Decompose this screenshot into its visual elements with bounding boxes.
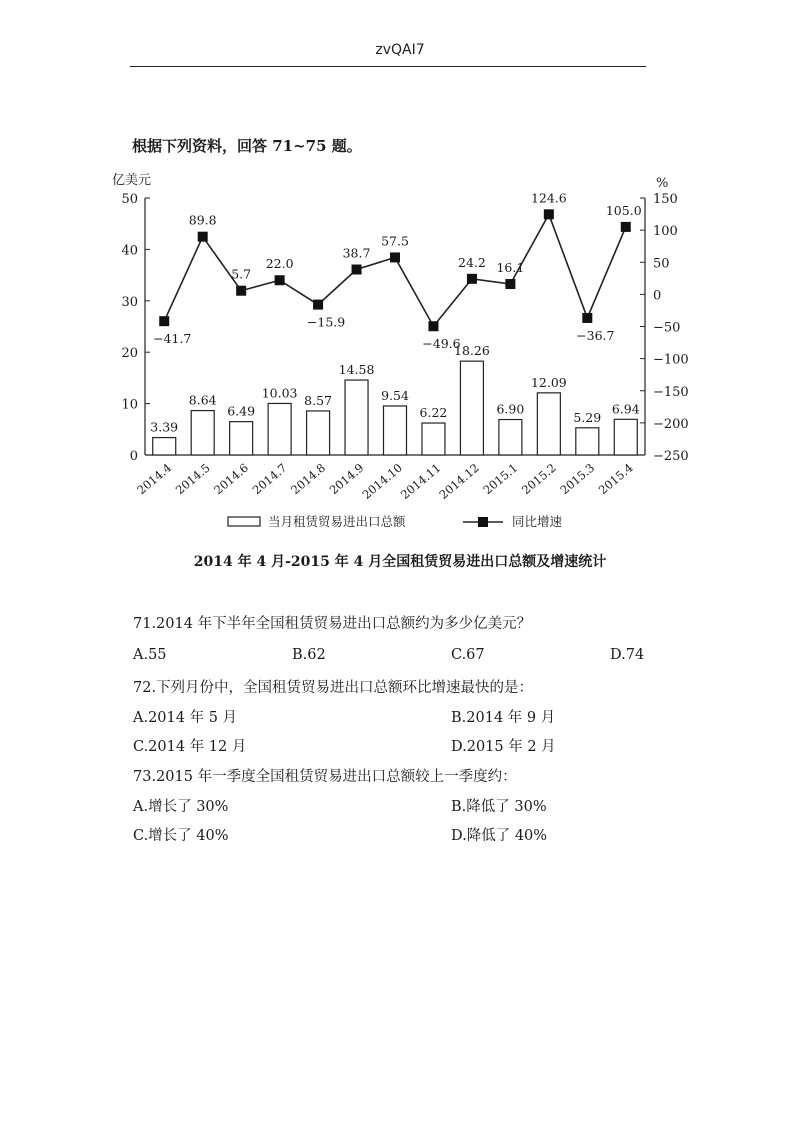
bar-data-label: 5.29 — [573, 409, 602, 425]
x-tick-label: 2014.11 — [397, 460, 444, 502]
y-left-tick-label: 50 — [121, 192, 138, 207]
bar-2014.7 — [268, 403, 291, 455]
x-tick-label: 2014.4 — [134, 460, 175, 498]
x-tick-label: 2015.2 — [518, 460, 559, 498]
line-data-label: 57.5 — [381, 233, 409, 249]
x-tick-label: 2014.8 — [288, 460, 329, 498]
bar-2014.10 — [384, 406, 407, 455]
chart-caption: 2014 年 4 月-2015 年 4 月全国租赁贸易进出口总额及增速统计 — [193, 554, 607, 570]
bar-2014.4 — [153, 438, 176, 455]
bar-2015.4 — [614, 419, 637, 455]
y-left-tick-label: 10 — [121, 397, 138, 413]
line-point-2014.11 — [428, 321, 438, 331]
line-data-label: −15.9 — [306, 314, 346, 330]
y-right-tick-label: −200 — [653, 416, 689, 432]
bar-data-label: 3.39 — [150, 419, 179, 435]
line-data-label: 5.7 — [231, 266, 252, 282]
x-tick-label: 2014.6 — [211, 460, 252, 498]
y-right-tick-label: −150 — [653, 384, 689, 400]
legend-bar-swatch — [228, 517, 260, 526]
q73-option-d[interactable]: D.降低了 40% — [451, 828, 548, 844]
legend-line-marker — [478, 517, 488, 527]
bar-2015.2 — [537, 393, 560, 455]
line-data-label: −41.7 — [153, 331, 192, 347]
bar-data-label: 14.58 — [338, 362, 375, 378]
bar-data-label: 6.22 — [419, 405, 448, 421]
line-point-2014.4 — [159, 316, 169, 326]
combo-chart — [0, 160, 800, 540]
bar-2014.5 — [191, 411, 214, 455]
line-data-label: 38.7 — [342, 245, 371, 261]
q73-option-c[interactable]: C.增长了 40% — [133, 828, 229, 844]
line-data-label: 89.8 — [188, 212, 217, 228]
q73-option-a[interactable]: A.增长了 30% — [133, 799, 229, 815]
y-right-tick-label: 150 — [653, 192, 678, 207]
line-data-label: 105.0 — [605, 202, 642, 218]
q72-option-a[interactable]: A.2014 年 5 月 — [133, 710, 238, 726]
line-point-2015.2 — [544, 209, 554, 219]
y-left-tick-label: 30 — [121, 294, 138, 310]
y-right-tick-label: 50 — [653, 256, 670, 272]
line-data-label: 16.1 — [496, 260, 525, 276]
chart-legend — [228, 514, 563, 529]
y-left-tick-label: 20 — [121, 346, 138, 362]
line-data-label: 124.6 — [530, 190, 567, 206]
q71-option-d[interactable]: D.74 — [610, 647, 645, 663]
x-tick-label: 2015.1 — [480, 460, 521, 498]
q71-option-a[interactable]: A.55 — [133, 647, 167, 663]
legend-line-label: 同比增速 — [512, 514, 563, 529]
y-right-axis-label: % — [656, 176, 669, 191]
bar-data-label: 18.26 — [454, 343, 490, 359]
line-point-2014.10 — [390, 252, 400, 262]
x-tick-label: 2014.12 — [436, 460, 482, 502]
line-data-label: −49.6 — [422, 336, 461, 352]
question-intro: 根据下列资料，回答 71~75 题。 — [132, 137, 362, 155]
q72-option-c[interactable]: C.2014 年 12 月 — [133, 739, 247, 755]
q72-option-d[interactable]: D.2015 年 2 月 — [451, 739, 556, 755]
line-series — [153, 190, 642, 351]
bar-data-label: 6.90 — [496, 401, 525, 417]
y-left-axis-label: 亿美元 — [112, 173, 152, 188]
y-left-tick-label: 40 — [121, 243, 138, 259]
bar-2014.8 — [307, 411, 330, 455]
bar-2015.3 — [576, 428, 599, 455]
x-tick-label: 2014.7 — [249, 460, 290, 498]
line-point-2015.1 — [505, 279, 515, 289]
line-point-2015.4 — [621, 222, 631, 232]
bar-data-label: 6.94 — [611, 401, 640, 417]
y-right-tick-label: −100 — [653, 352, 689, 368]
legend-bar-label: 当月租赁贸易进出口总额 — [268, 514, 406, 529]
bar-2014.9 — [345, 380, 368, 455]
q73-option-b[interactable]: B.降低了 30% — [451, 799, 547, 815]
page-header-title: zvQAI7 — [375, 42, 425, 58]
bar-2014.6 — [230, 422, 253, 455]
line-point-2015.3 — [582, 313, 592, 323]
x-tick-label: 2014.5 — [172, 460, 213, 498]
header-rule — [130, 66, 646, 67]
line-point-2014.5 — [198, 232, 208, 242]
y-right-tick-label: −50 — [653, 320, 681, 336]
line-data-label: 22.0 — [265, 256, 294, 272]
bar-data-label: 8.57 — [304, 392, 332, 408]
q71-option-b[interactable]: B.62 — [292, 647, 326, 663]
bar-data-label: 10.03 — [261, 385, 298, 401]
x-tick-label: 2014.9 — [326, 460, 367, 498]
line-point-2014.6 — [236, 286, 246, 296]
y-left-tick-label: 0 — [129, 449, 138, 464]
bar-2014.12 — [460, 361, 483, 455]
q71-option-c[interactable]: C.67 — [451, 647, 485, 663]
bar-2015.1 — [499, 420, 522, 455]
line-data-label: −36.7 — [576, 327, 615, 343]
x-tick-label: 2015.4 — [595, 460, 636, 498]
bar-data-label: 8.64 — [188, 392, 217, 408]
x-tick-label: 2014.10 — [359, 460, 405, 502]
line-data-label: 24.2 — [458, 254, 486, 270]
line-point-2014.9 — [352, 265, 362, 275]
line-point-2014.8 — [313, 300, 323, 310]
y-right-tick-label: 0 — [653, 288, 662, 304]
x-tick-label: 2015.3 — [557, 460, 598, 498]
question-73-text: 73.2015 年一季度全国租赁贸易进出口总额较上一季度约： — [133, 769, 517, 785]
y-right-tick-label: −250 — [653, 449, 689, 464]
bar-series — [150, 343, 639, 455]
q72-option-b[interactable]: B.2014 年 9 月 — [451, 710, 556, 726]
question-72-text: 72.下列月份中，全国租赁贸易进出口总额环比增速最快的是： — [133, 680, 534, 696]
bar-2014.11 — [422, 423, 445, 455]
line-point-2014.12 — [467, 274, 477, 284]
line-point-2014.7 — [275, 275, 285, 285]
bar-data-label: 12.09 — [530, 374, 567, 390]
question-71-text: 71.2014 年下半年全国租赁贸易进出口总额约为多少亿美元？ — [133, 616, 532, 632]
bar-data-label: 6.49 — [227, 403, 256, 419]
bar-data-label: 9.54 — [381, 387, 409, 403]
y-right-tick-label: 100 — [653, 224, 678, 240]
